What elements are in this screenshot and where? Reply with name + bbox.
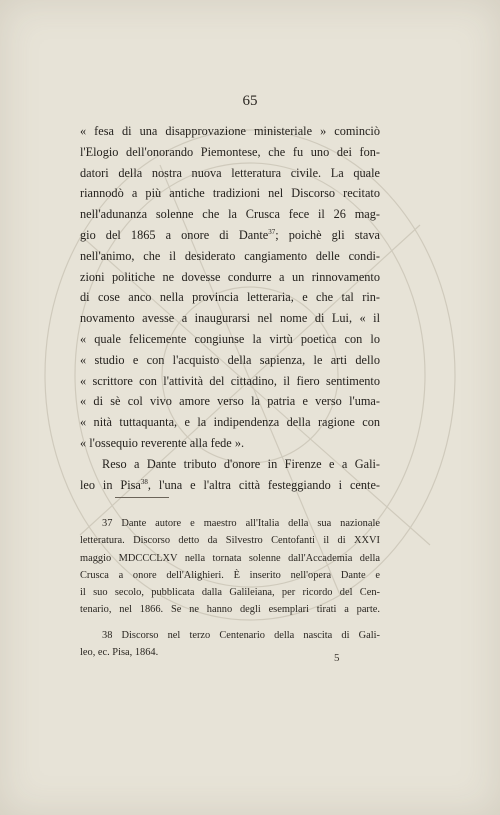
footnote-divider <box>115 497 169 498</box>
text-line: « scrittore con l'attività del cittadino, il fiero sentimento <box>80 373 380 388</box>
signature-mark: 5 <box>334 652 340 664</box>
text-fragment: gio del 1865 a onore di Dante <box>80 227 269 242</box>
text-line: di cose anco nella provincia letteraria, e che tal rin- <box>80 290 380 305</box>
text-line: novamento avesse a inaugurarsi nel nome di Lui, « il <box>80 311 380 326</box>
page-number: 65 <box>242 93 258 109</box>
footnote-line: il suo secolo, pubblicata dalla Galileiana, per ricordo del Cen- <box>80 587 380 599</box>
text-line: datori della nostra nuova letteratura civile. La quale <box>80 165 380 180</box>
text-line: riannodò a più antiche tradizioni nel Discorso recitato <box>80 186 380 201</box>
text-fragment: , l'una e l'altra città festeggiando i cente- <box>147 477 380 492</box>
footnote-line: tenario, nel 1866. Se ne hanno degli esemplari tirati a parte. <box>80 604 380 616</box>
text-line: « l'ossequio reverente alla fede ». <box>80 435 245 450</box>
text-fragment: ; poichè gli stava <box>275 227 380 242</box>
text-line: « nità tuttaquanta, e la indipendenza della ragione con <box>80 415 380 430</box>
footnote-line: Crusca a onore dell'Alighieri. È inserito nell'opera Dante e <box>80 569 380 581</box>
text-line: l'Elogio dell'onorando Piemontese, che fu uno dei fon- <box>80 144 380 159</box>
footnote-line: letteratura. Discorso detto da Silvestro Centofanti il di XXVI <box>80 535 380 547</box>
text-line: « quale felicemente congiunse la virtù poetica con lo <box>80 331 380 346</box>
text-line-with-note <box>80 475 380 496</box>
footnote-line: leo, ec. Pisa, 1864. <box>80 647 159 659</box>
text-fragment: leo in Pisa <box>80 477 141 492</box>
footnotes <box>80 515 380 661</box>
footnote-ref: 37 <box>268 227 276 236</box>
text-line: zioni politiche ne dovesse condurre a un rinnovamento <box>80 269 380 284</box>
text-line: Reso a Dante tributo d'onore in Firenze e a Gali- <box>102 456 380 471</box>
text-line-with-note <box>80 225 380 246</box>
footnote-line: 37 Dante autore e maestro all'Italia della sua nazionale <box>102 518 380 529</box>
main-text <box>80 121 380 495</box>
footnote-ref: 38 <box>140 477 148 486</box>
footnote-line: 38 Discorso nel terzo Centenario della nascita di Gali- <box>102 629 380 641</box>
text-line: nell'adunanza solenne che la Crusca fece il 26 mag- <box>80 207 380 222</box>
text-line: « fesa di una disapprovazione ministeriale » cominciò <box>80 124 380 138</box>
footnote-line: maggio MDCCCLXV nella tornata solenne dall'Accademia della <box>80 552 380 564</box>
text-line: « studio e con l'acquisto della sapienza, le arti dello <box>80 352 380 367</box>
text-line: nell'animo, che il desiderato cangiamento delle condi- <box>80 248 380 263</box>
text-line: « di sè col vivo amore verso la patria e verso l'uma- <box>80 394 380 409</box>
